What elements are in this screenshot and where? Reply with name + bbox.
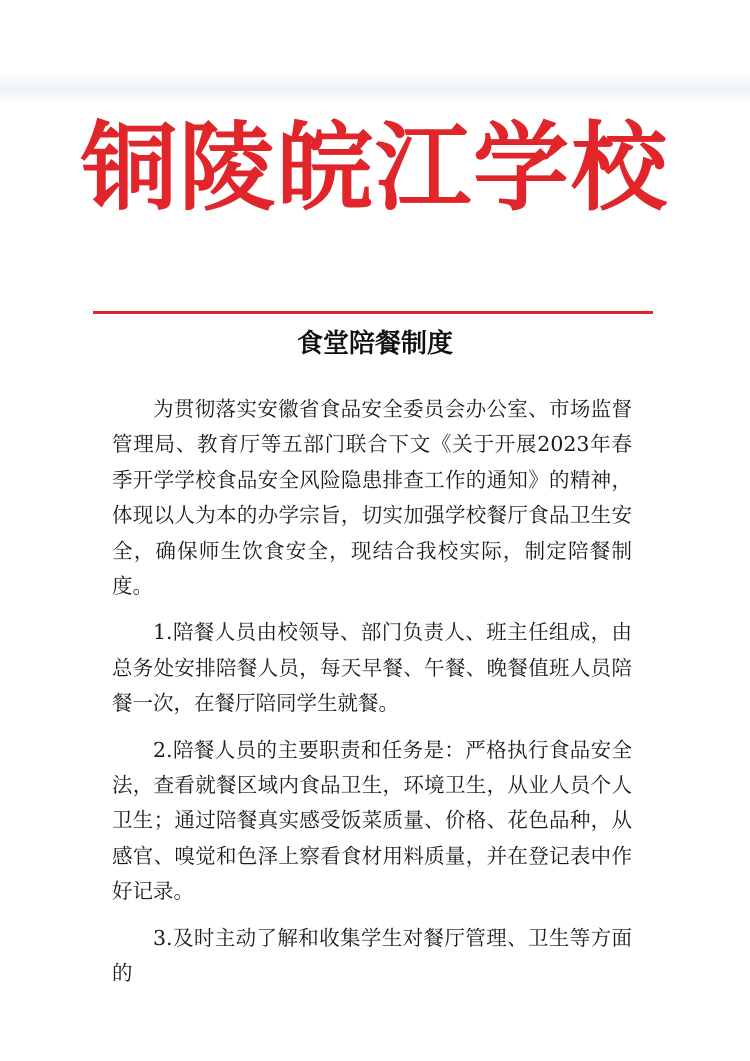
paragraph-item-2: 2.陪餐人员的主要职责和任务是：严格执行食品安全法，查看就餐区域内食品卫生，环境卫生，从业人员个人卫生；通过陪餐真实感受饭菜质量、价格、花色品种，从感官、嗅觉和色泽上察看食材用料质量，并在登记表中作好记录。 [112,737,632,904]
paragraph-item-3: 3.及时主动了解和收集学生对餐厅管理、卫生等方面的 [112,925,632,986]
school-masthead: 铜陵皖江学校 [81,112,669,224]
document-title: 食堂陪餐制度 [296,329,453,359]
paragraph-item-1: 1.陪餐人员由校领导、部门负责人、班主任组成，由总务处安排陪餐人员，每天早餐、午餐、晚餐值班人员陪餐一次，在餐厅陪同学生就餐。 [112,620,632,716]
scan-artifact [0,72,750,106]
red-divider-line [93,311,653,314]
document-body [112,392,632,1003]
paragraph-intro: 为贯彻落实安徽省食品安全委员会办公室、市场监督管理局、教育厅等五部门联合下文《关于开展2023年春季开学学校食品安全风险隐患排查工作的通知》的精神，体现以人为本的办学宗旨，切实加强学校餐厅食品卫生安全，确保师生饮食安全，现结合我校实际，制定陪餐制度。 [112,397,632,599]
